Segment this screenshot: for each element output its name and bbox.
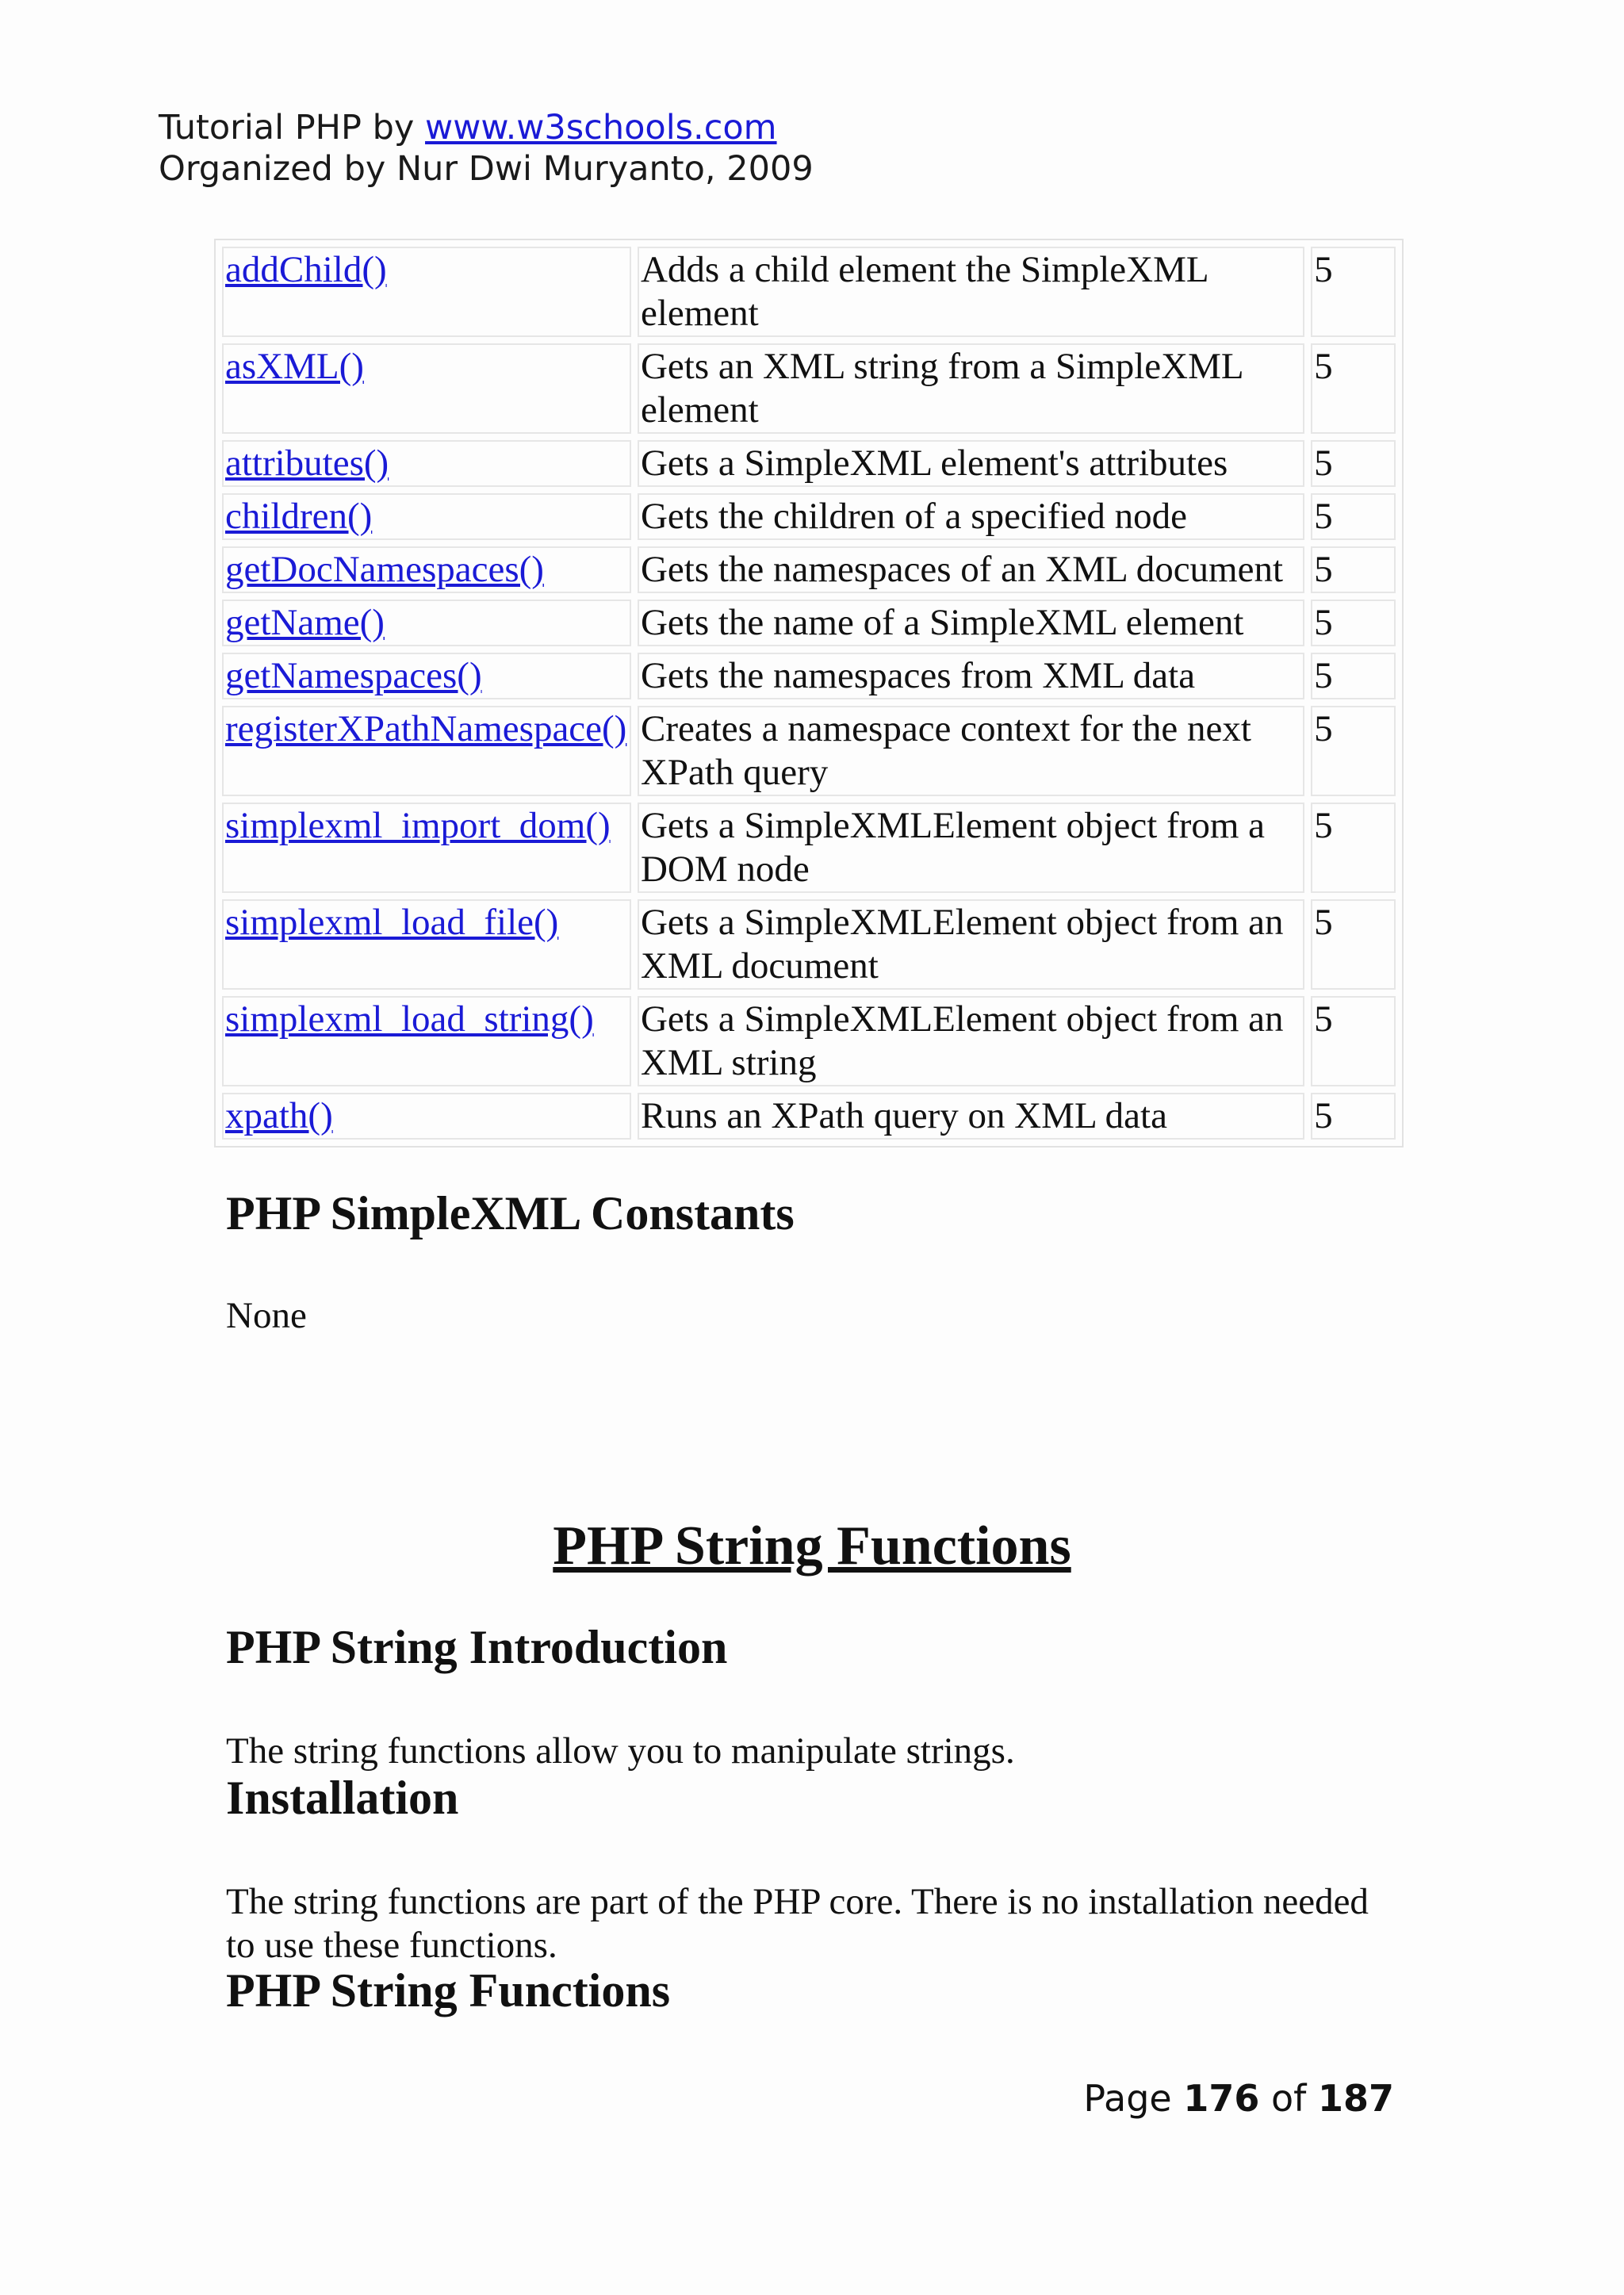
function-description: Gets a SimpleXML element's attributes [638,440,1304,487]
function-link[interactable]: getDocNamespaces() [225,549,544,590]
php-version: 5 [1311,803,1396,893]
function-description: Gets the namespaces from XML data [638,653,1304,699]
function-name-cell [222,653,631,699]
constants-text: None [226,1295,307,1336]
function-name-cell [222,1093,631,1140]
table-row [222,706,1396,796]
function-link[interactable]: children() [225,496,373,537]
string-functions-title: PHP String Functions [553,1515,1071,1577]
function-description: Gets an XML string from a SimpleXML element [638,343,1304,434]
table-row [222,343,1396,434]
function-name-cell [222,706,631,796]
function-description: Runs an XPath query on XML data [638,1093,1304,1140]
table-row [222,546,1396,593]
function-link[interactable]: simplexml_load_file() [225,902,559,943]
page-label: Page [1083,2077,1172,2120]
of-label: of [1271,2077,1307,2120]
php-version: 5 [1311,996,1396,1086]
table-row [222,996,1396,1086]
page-number: 176 [1183,2077,1260,2120]
w3schools-link[interactable]: www.w3schools.com [425,108,777,148]
function-description: Gets a SimpleXMLElement object from an XML document [638,899,1304,990]
header-line-1 [159,107,814,148]
page-header [159,107,814,190]
string-intro-text: The string functions allow you to manipulate strings. [226,1730,1015,1772]
php-version: 5 [1311,546,1396,593]
php-version: 5 [1311,899,1396,990]
function-description: Gets a SimpleXMLElement object from a DOM node [638,803,1304,893]
header-line-2: Organized by Nur Dwi Muryanto, 2009 [159,149,814,189]
function-link[interactable]: addChild() [225,249,387,290]
function-description: Gets the name of a SimpleXML element [638,600,1304,646]
table-body [222,247,1396,1140]
table-row [222,493,1396,540]
header-prefix: Tutorial PHP by [159,108,426,148]
installation-heading: Installation [226,1772,459,1824]
installation-text: The string functions are part of the PHP core. There is no installation needed to use these functions. [226,1881,1369,1966]
table-row [222,653,1396,699]
function-name-cell [222,803,631,893]
function-link[interactable]: getName() [225,602,385,643]
function-description: Gets the children of a specified node [638,493,1304,540]
page-footer [1083,2076,1394,2121]
simplexml-functions-table [214,239,1404,1148]
php-version: 5 [1311,440,1396,487]
php-version: 5 [1311,600,1396,646]
function-name-cell [222,493,631,540]
function-name-cell [222,996,631,1086]
table-row [222,1093,1396,1140]
total-pages: 187 [1317,2077,1394,2120]
php-version: 5 [1311,706,1396,796]
function-link[interactable]: asXML() [225,346,364,387]
function-link[interactable]: attributes() [225,443,389,484]
function-description: Creates a namespace context for the next XPath query [638,706,1304,796]
table-row [222,440,1396,487]
function-description: Adds a child element the SimpleXML element [638,247,1304,337]
function-name-cell [222,899,631,990]
function-name-cell [222,440,631,487]
php-version: 5 [1311,493,1396,540]
php-version: 5 [1311,1093,1396,1140]
table-row [222,899,1396,990]
function-description: Gets the namespaces of an XML document [638,546,1304,593]
function-name-cell [222,247,631,337]
php-version: 5 [1311,343,1396,434]
string-intro-heading: PHP String Introduction [226,1621,728,1673]
function-name-cell [222,546,631,593]
function-description: Gets a SimpleXMLElement object from an XML string [638,996,1304,1086]
function-name-cell [222,600,631,646]
table-row [222,803,1396,893]
function-link[interactable]: registerXPathNamespace() [225,708,627,749]
function-link[interactable]: simplexml_load_string() [225,998,594,1040]
function-name-cell [222,343,631,434]
table-row [222,600,1396,646]
constants-heading: PHP SimpleXML Constants [226,1187,795,1239]
string-functions-heading: PHP String Functions [226,1964,671,2017]
function-link[interactable]: getNamespaces() [225,655,482,696]
php-version: 5 [1311,247,1396,337]
function-link[interactable]: simplexml_import_dom() [225,805,611,846]
table-row [222,247,1396,337]
php-version: 5 [1311,653,1396,699]
function-link[interactable]: xpath() [225,1095,333,1136]
